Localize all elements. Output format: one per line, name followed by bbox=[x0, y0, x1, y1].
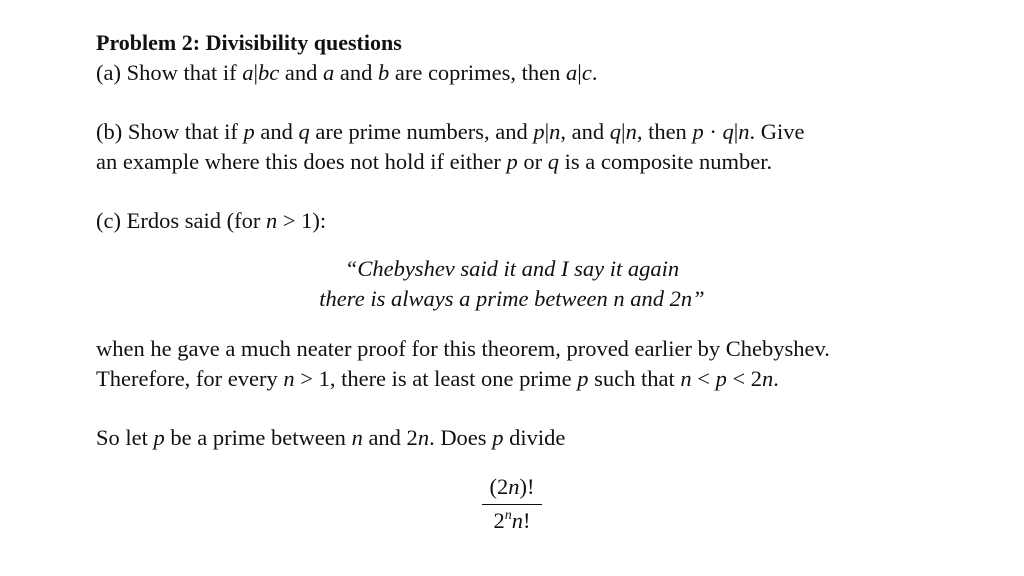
text-segment: | bbox=[253, 60, 258, 85]
text-segment: . Give bbox=[749, 119, 805, 144]
text-segment: and bbox=[334, 60, 378, 85]
math-symbol: b bbox=[377, 60, 390, 85]
part-c-intro bbox=[96, 208, 326, 234]
text-segment: | bbox=[577, 60, 582, 85]
math-symbol: n bbox=[508, 474, 520, 499]
math-symbol: n bbox=[283, 366, 295, 391]
math-symbol: p bbox=[492, 425, 504, 450]
text-segment: , then bbox=[636, 119, 693, 144]
text-segment: be a prime between bbox=[164, 425, 352, 450]
text-segment: (2 bbox=[489, 474, 509, 499]
text-segment: )! bbox=[519, 474, 535, 499]
math-symbol: n bbox=[625, 119, 637, 144]
text-segment: when he gave a much neater proof for this theorem, proved earlier by Chebyshev. bbox=[96, 336, 830, 361]
math-symbol: p bbox=[533, 119, 545, 144]
text-segment: > 1): bbox=[277, 208, 327, 233]
part-b-text-line2 bbox=[96, 149, 772, 175]
text-segment: (a) Show that if bbox=[96, 60, 243, 85]
text-segment: such that bbox=[588, 366, 681, 391]
text-segment: Therefore, for every bbox=[96, 366, 284, 391]
text-segment: and bbox=[254, 119, 299, 144]
text-segment: > 1, there is at least one prime bbox=[294, 366, 578, 391]
part-a-text bbox=[96, 60, 597, 86]
text-segment: and bbox=[279, 60, 323, 85]
math-symbol: c bbox=[581, 60, 592, 85]
text-segment: · bbox=[703, 119, 723, 144]
text-segment: , and bbox=[560, 119, 610, 144]
text-segment: | bbox=[544, 119, 550, 144]
math-symbol: n bbox=[762, 366, 774, 391]
math-symbol: bc bbox=[257, 60, 280, 85]
quote-line1 bbox=[0, 256, 1024, 282]
math-symbol: a bbox=[322, 60, 335, 85]
fraction-denominator bbox=[492, 508, 533, 534]
math-symbol: p bbox=[153, 425, 165, 450]
math-symbol: n bbox=[417, 425, 430, 450]
text-segment: < 2 bbox=[726, 366, 763, 391]
math-symbol: n bbox=[504, 508, 512, 523]
text-segment: . bbox=[591, 60, 598, 85]
text-segment: is a composite number. bbox=[559, 149, 773, 174]
fraction-expression bbox=[0, 474, 1024, 534]
text-segment: (b) Show that if bbox=[96, 119, 244, 144]
math-symbol: n bbox=[549, 119, 561, 144]
math-symbol: p bbox=[243, 119, 255, 144]
text-segment: there is always a prime between n and 2n” bbox=[319, 286, 705, 311]
math-symbol: n bbox=[511, 508, 523, 533]
fraction-numerator bbox=[488, 474, 537, 500]
math-symbol: a bbox=[566, 60, 578, 85]
math-symbol: p bbox=[692, 119, 704, 144]
text-segment: or bbox=[517, 149, 548, 174]
text-segment: | bbox=[621, 119, 626, 144]
text-segment: and 2 bbox=[362, 425, 418, 450]
text-segment: are prime numbers, and bbox=[309, 119, 534, 144]
math-symbol: q bbox=[547, 149, 560, 174]
text-segment: are coprimes, then bbox=[389, 60, 567, 85]
quote-line2 bbox=[0, 286, 1024, 312]
text-segment: < bbox=[691, 366, 716, 391]
math-symbol: q bbox=[609, 119, 622, 144]
math-symbol: q bbox=[722, 119, 734, 144]
text-segment: (c) Erdos said (for bbox=[96, 208, 266, 233]
text-segment: an example where this does not hold if either bbox=[96, 149, 507, 174]
text-segment: 2 bbox=[493, 508, 505, 533]
math-symbol: n bbox=[738, 119, 750, 144]
question-line bbox=[96, 425, 565, 451]
text-segment: . bbox=[773, 366, 779, 391]
part-b-text-line1 bbox=[96, 119, 804, 145]
text-segment: ! bbox=[523, 508, 531, 533]
text-segment: | bbox=[733, 119, 739, 144]
math-symbol: q bbox=[298, 119, 310, 144]
math-symbol: n bbox=[351, 425, 363, 450]
math-symbol: n bbox=[265, 208, 278, 233]
text-segment: . Does bbox=[429, 425, 493, 450]
text-segment: “Chebyshev said it and I say it again bbox=[344, 256, 680, 281]
paragraph-line1 bbox=[96, 336, 830, 362]
problem-title: Problem 2: Divisibility questions bbox=[96, 30, 402, 55]
math-symbol: p bbox=[577, 366, 589, 391]
math-symbol: p bbox=[506, 149, 518, 174]
text-segment: So let bbox=[96, 425, 154, 450]
paragraph-line2 bbox=[96, 366, 779, 392]
math-symbol: n bbox=[680, 366, 692, 391]
math-symbol: a bbox=[242, 60, 254, 85]
fraction-bar bbox=[482, 504, 542, 505]
math-symbol: p bbox=[715, 366, 727, 391]
text-segment: divide bbox=[503, 425, 566, 450]
